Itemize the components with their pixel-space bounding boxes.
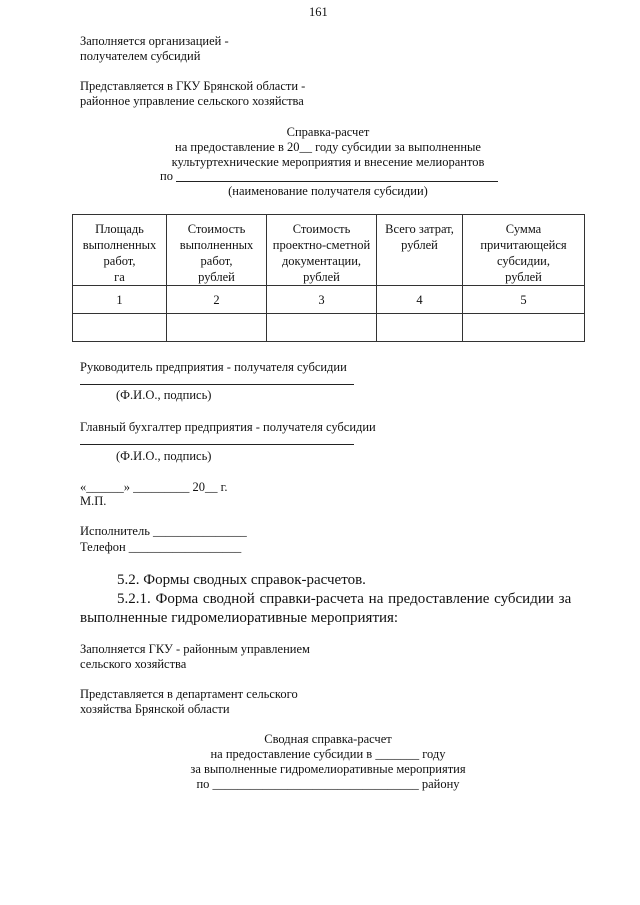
form-title: Справка-расчет xyxy=(286,125,370,139)
submitted-to-line-2: районное управление сельского хозяйства xyxy=(80,94,304,108)
submitted-to-line-1: Представляется в ГКУ Брянской области - xyxy=(80,79,306,93)
recipient-caption: (наименование получателя субсидии) xyxy=(228,184,428,198)
stamp-label: М.П. xyxy=(80,494,107,508)
date-line: «______» _________ 20__ г. xyxy=(80,480,228,494)
page-number: 161 xyxy=(309,5,328,19)
form-subtitle-1: на предоставление в 20__ году субсидии за выполненные xyxy=(175,140,481,154)
recipient-name-line xyxy=(176,181,498,182)
header-design-cost: Стоимость проектно-сметной документации, рублей xyxy=(267,215,377,286)
column-number: 2 xyxy=(167,286,267,314)
accountant-label: Главный бухгалтер предприятия - получателя субсидии xyxy=(80,420,376,434)
summary-submitted-to-1: Представляется в департамент сельского xyxy=(80,687,298,701)
director-label: Руководитель предприятия - получателя субсидии xyxy=(80,360,347,374)
table-empty-row xyxy=(73,314,585,342)
empty-cell[interactable] xyxy=(267,314,377,342)
header-subsidy-amount: Сумма причитающейся субсидии, рублей xyxy=(463,215,585,286)
accountant-signature-line xyxy=(80,444,354,445)
subsection-line-1: 5.2.1. Форма сводной справки-расчета на предоставление субсидии за xyxy=(117,591,572,607)
column-number: 3 xyxy=(267,286,377,314)
summary-subtitle-1: на предоставление субсидии в _______ году xyxy=(210,747,446,761)
summary-submitted-to-2: хозяйства Брянской области xyxy=(80,702,230,716)
executor-field: Исполнитель _______________ xyxy=(80,524,247,538)
empty-cell[interactable] xyxy=(73,314,167,342)
summary-subtitle-2: за выполненные гидромелиоративные мероприятия xyxy=(190,762,466,776)
empty-cell[interactable] xyxy=(377,314,463,342)
empty-cell[interactable] xyxy=(463,314,585,342)
director-signature-line xyxy=(80,384,354,385)
summary-filled-by-1: Заполняется ГКУ - районным управлением xyxy=(80,642,310,656)
phone-field: Телефон __________________ xyxy=(80,540,242,554)
summary-filled-by-2: сельского хозяйства xyxy=(80,657,187,671)
recipient-prefix: по xyxy=(160,169,173,183)
director-caption: (Ф.И.О., подпись) xyxy=(116,388,212,402)
filled-by-line-1: Заполняется организацией - xyxy=(80,34,229,48)
header-area: Площадь выполненных работ, га xyxy=(73,215,167,286)
header-total-cost: Всего затрат, рублей xyxy=(377,215,463,286)
summary-title: Сводная справка-расчет xyxy=(264,732,392,746)
column-number: 1 xyxy=(73,286,167,314)
empty-cell[interactable] xyxy=(167,314,267,342)
header-work-cost: Стоимость выполненных работ, рублей xyxy=(167,215,267,286)
column-number: 4 xyxy=(377,286,463,314)
form-subtitle-2: культуртехнические мероприятия и внесение мелиорантов xyxy=(171,155,485,169)
table-header-row xyxy=(73,215,585,286)
filled-by-line-2: получателем субсидий xyxy=(80,49,201,63)
subsection-line-2: выполненные гидромелиоративные мероприятия: xyxy=(80,610,399,626)
summary-district-line: по _________________________________ району xyxy=(196,777,460,791)
table-number-row xyxy=(73,286,585,314)
accountant-caption: (Ф.И.О., подпись) xyxy=(116,449,212,463)
section-heading: 5.2. Формы сводных справок-расчетов. xyxy=(117,572,366,588)
column-number: 5 xyxy=(463,286,585,314)
calculation-table xyxy=(72,214,585,342)
